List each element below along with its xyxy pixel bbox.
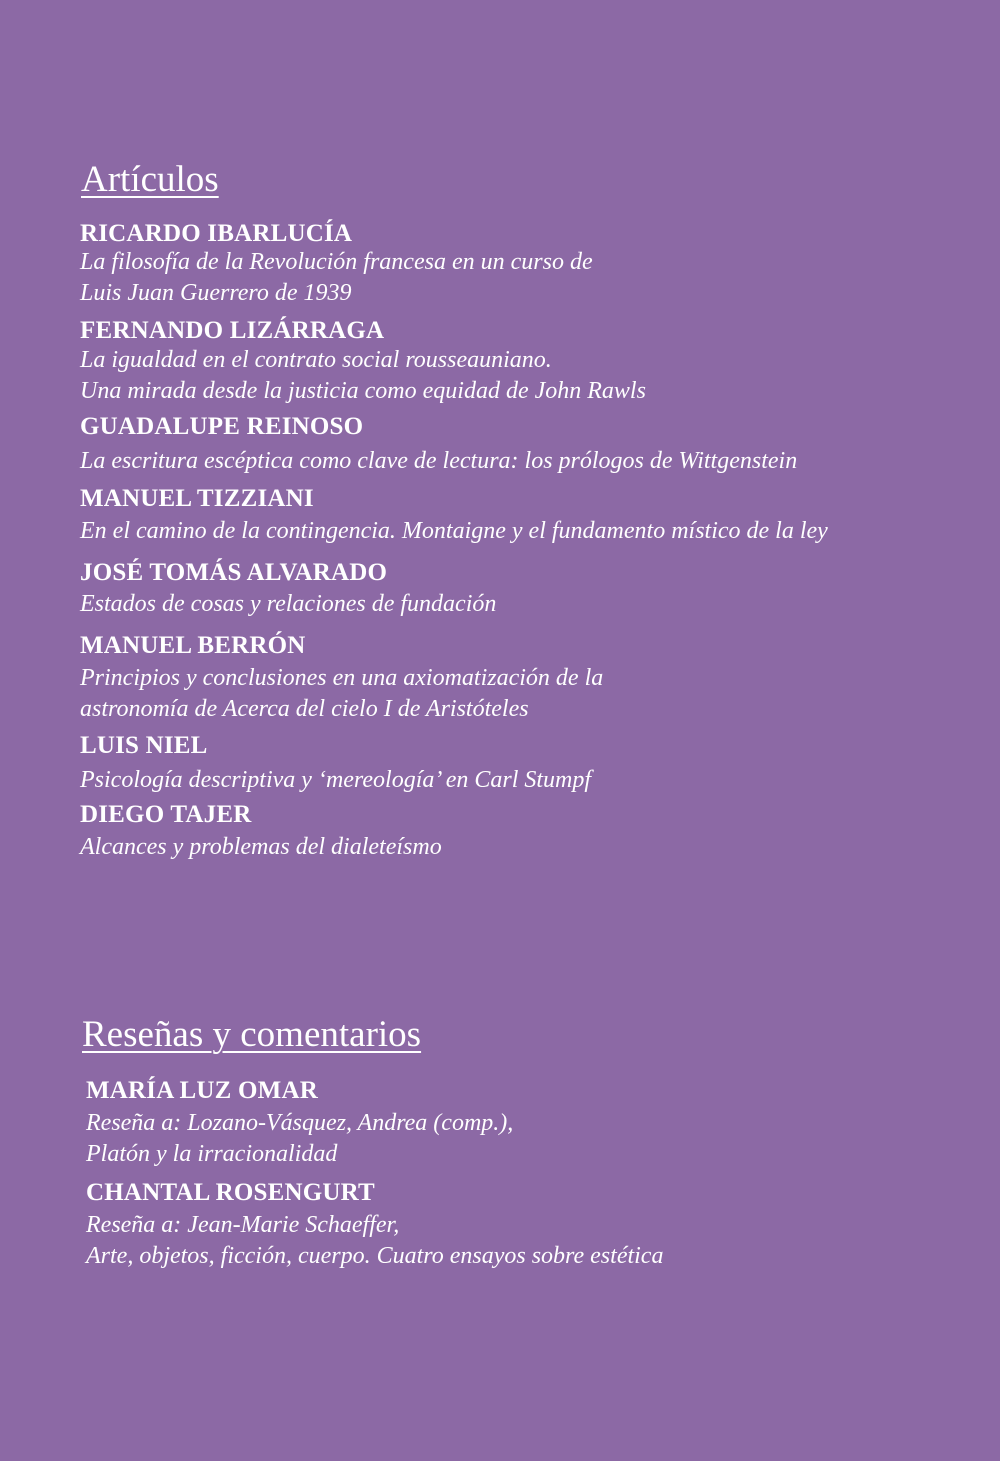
article-author: DIEGO TAJER	[80, 801, 252, 828]
review-title-line: Reseña a: Lozano-Vásquez, Andrea (comp.),	[86, 1110, 514, 1136]
article-title-line: Luis Juan Guerrero de 1939	[80, 280, 352, 306]
article-title-line: Estados de cosas y relaciones de fundación	[80, 591, 497, 617]
article-title-line: En el camino de la contingencia. Montaigne y el fundamento místico de la ley	[80, 518, 828, 544]
article-title-line: Principios y conclusiones en una axiomatización de la	[80, 665, 604, 691]
article-title-line: Psicología descriptiva y ‘mereología’ en Carl Stumpf	[80, 767, 592, 793]
article-author: RICARDO IBARLUCÍA	[80, 220, 353, 247]
article-author: MANUEL TIZZIANI	[80, 485, 314, 512]
review-author: MARÍA LUZ OMAR	[86, 1077, 318, 1104]
article-author: MANUEL BERRÓN	[80, 632, 306, 659]
article-title-line: Alcances y problemas del dialeteísmo	[80, 834, 442, 860]
articulos-heading: Artículos	[81, 159, 219, 200]
article-title-line: Una mirada desde la justicia como equidad de John Rawls	[80, 378, 646, 404]
article-title-line: La filosofía de la Revolución francesa en un curso de	[80, 249, 593, 275]
review-title-line: Reseña a: Jean-Marie Schaeffer,	[86, 1212, 400, 1238]
article-author: LUIS NIEL	[80, 732, 208, 759]
article-author: GUADALUPE REINOSO	[80, 413, 364, 440]
article-title-line: astronomía de Acerca del cielo I de Aristóteles	[80, 696, 529, 722]
review-title-line: Arte, objetos, ficción, cuerpo. Cuatro ensayos sobre estética	[86, 1243, 664, 1269]
article-author: FERNANDO LIZÁRRAGA	[80, 317, 385, 344]
article-author: JOSÉ TOMÁS ALVARADO	[80, 559, 388, 586]
article-title-line: La escritura escéptica como clave de lectura: los prólogos de Wittgenstein	[80, 448, 798, 474]
review-title-line: Platón y la irracionalidad	[86, 1141, 338, 1167]
review-author: CHANTAL ROSENGURT	[86, 1179, 375, 1206]
article-title-line: La igualdad en el contrato social rousseauniano.	[80, 347, 552, 373]
resenas-heading: Reseñas y comentarios	[82, 1014, 422, 1055]
